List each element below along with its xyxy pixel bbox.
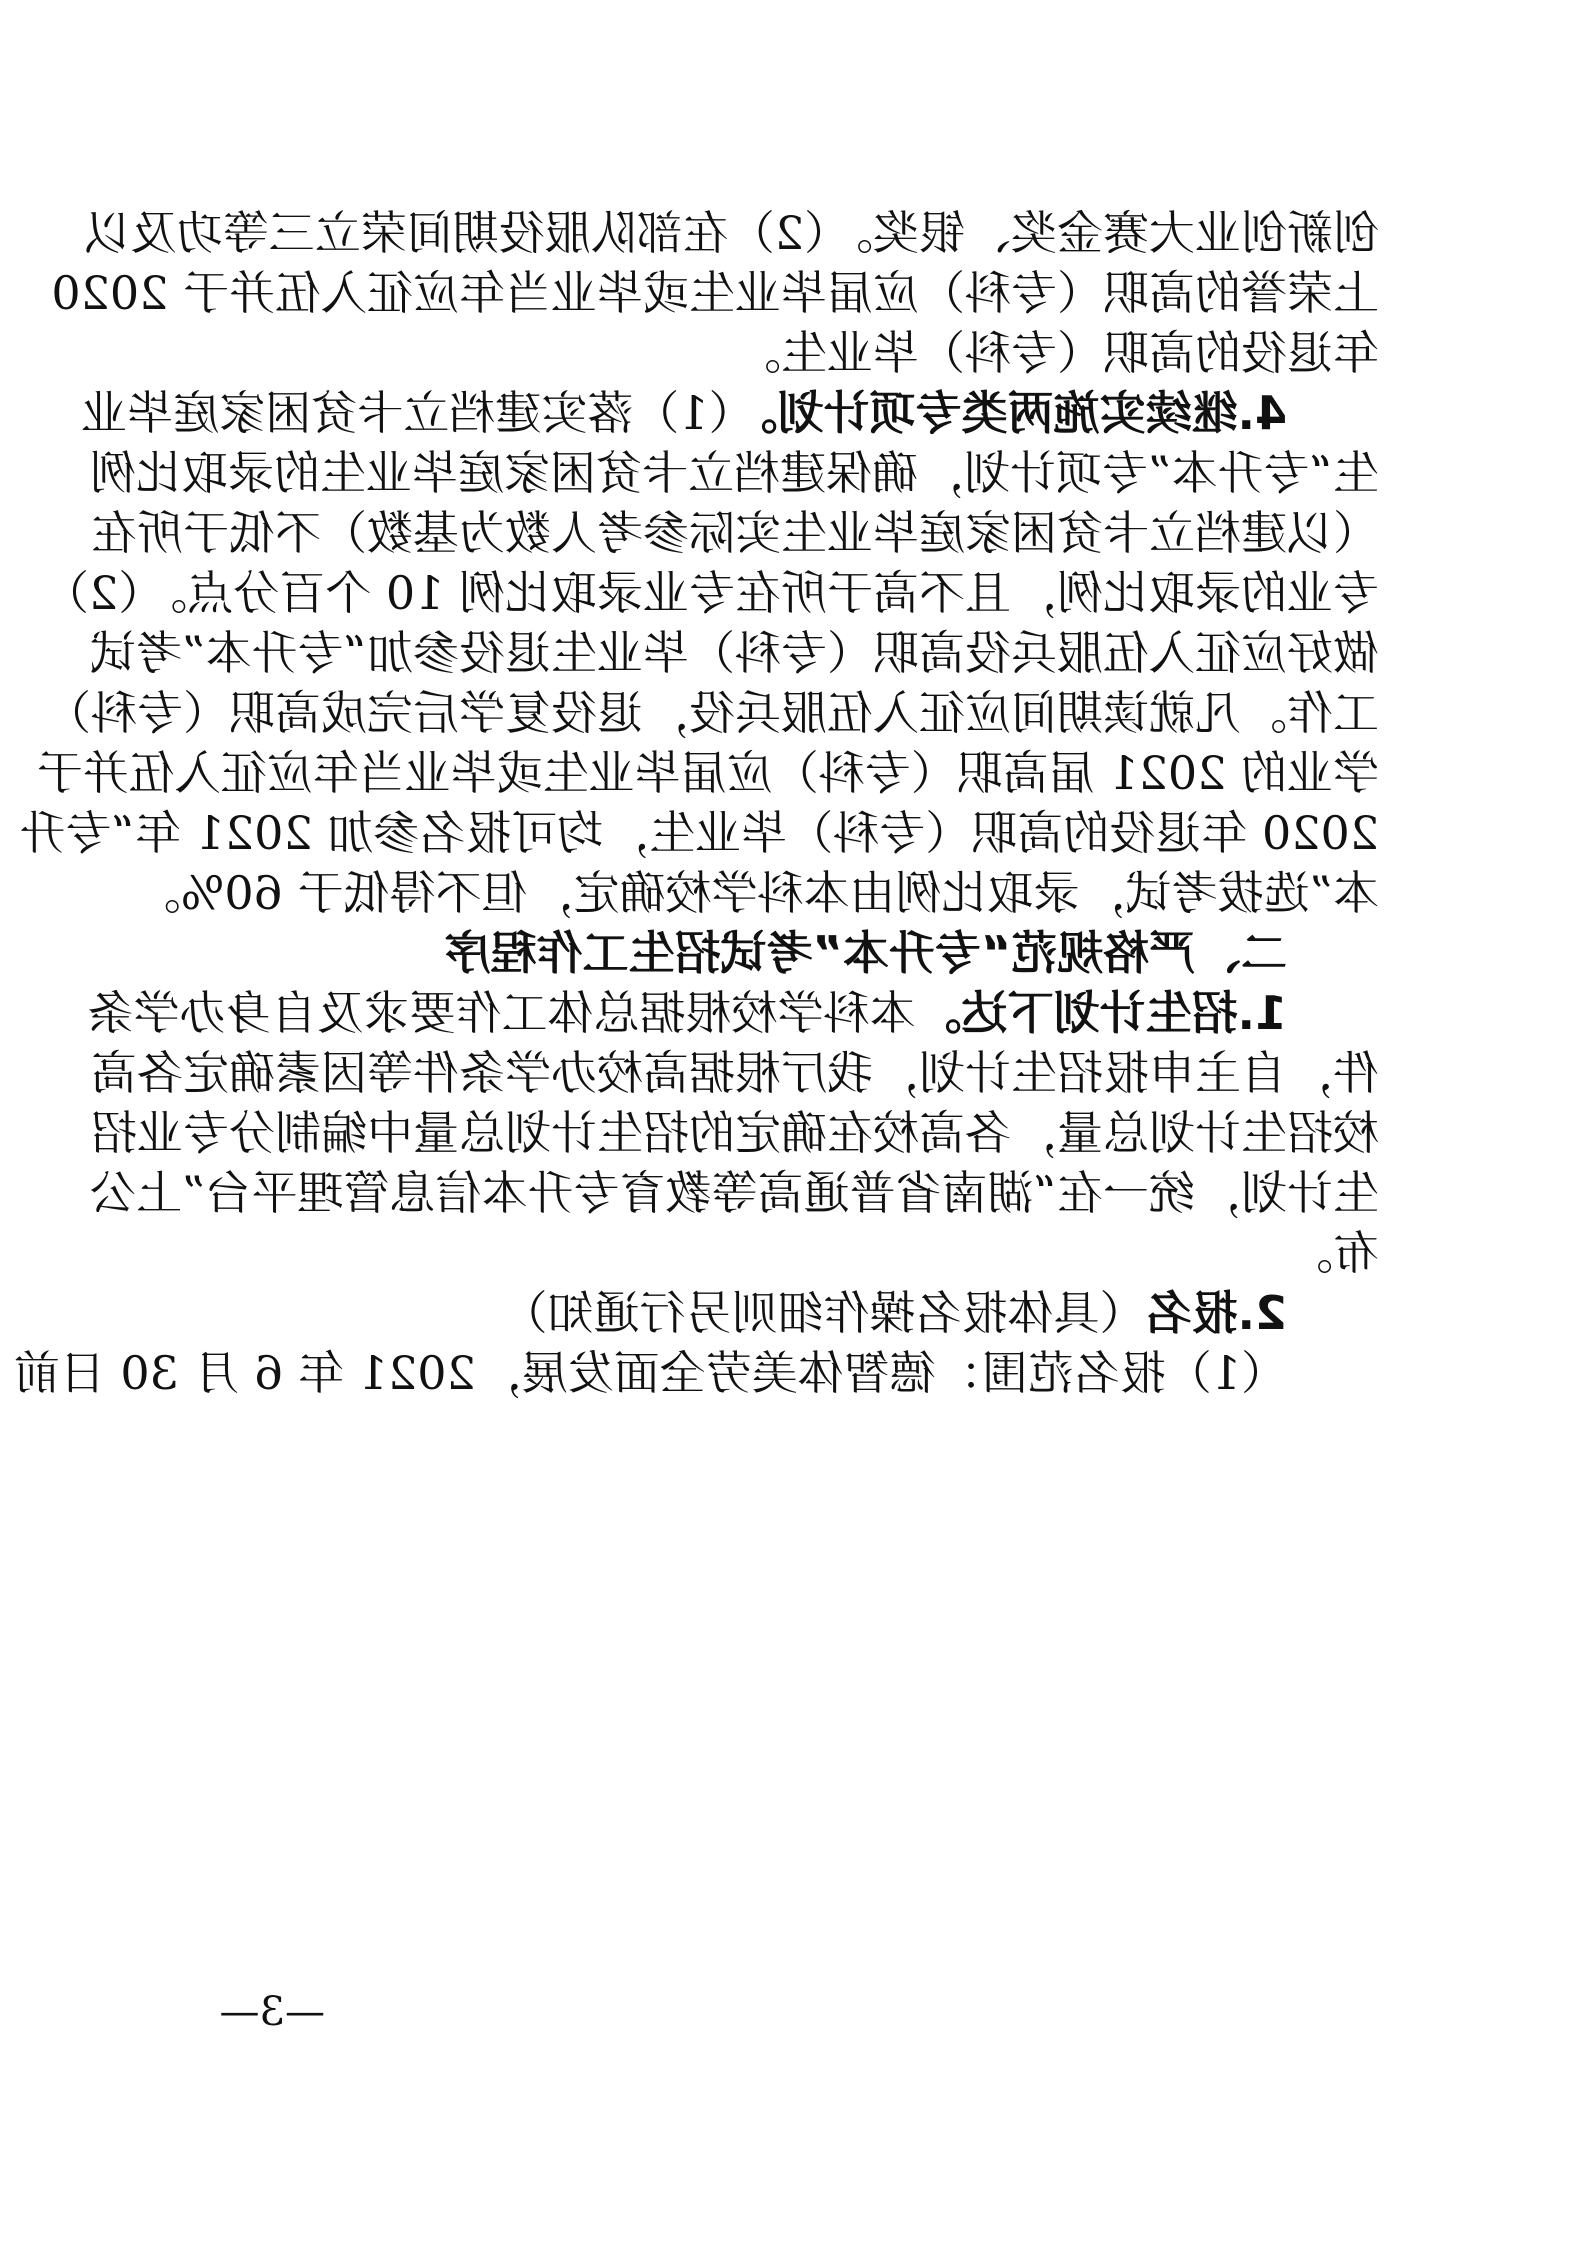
body-line: 2020 年退役的高职（专科）毕业生，均可报名参加 2021 年“专升 (19, 806, 1379, 860)
body-line: 年退役的高职（专科）毕业生。 (735, 326, 1379, 380)
subsection-2-line: 2.报名（具体报名操作细则另行通知） (501, 1286, 1287, 1340)
page-number: —3— (219, 1989, 325, 2035)
body-line: 上荣誉的高职（专科）应届毕业生或毕业当年应征入伍并于 2020 (51, 266, 1379, 320)
body-line: 生计划，统一在“湖南省普通高等教育专升本信息管理平台”上公 (89, 1166, 1379, 1220)
section-4-title: 4.继续实施两类专项计划。 (731, 386, 1287, 440)
subsection-2-title: 2.报名 (1145, 1286, 1287, 1340)
section-heading: 二、严格规范“专升本”考试招生工作程序 (444, 926, 1287, 980)
section-4-line: 4.继续实施两类专项计划。（1）落实建档立卡贫困家庭毕业 (81, 386, 1287, 440)
body-line: 创新创业大赛金奖、银奖。（2）在部队服役期间荣立三等功及以 (84, 206, 1379, 260)
body-line: 布。 (1287, 1226, 1379, 1280)
subsection-1-title: 1.招生计划下达。 (915, 986, 1287, 1040)
body-line: 生“专升本”专项计划，确保建档立卡贫困家庭毕业生的录取比例 (89, 446, 1379, 500)
body-line: 校招生计划总量，各高校在确定的招生计划总量中编制分专业招 (91, 1106, 1379, 1160)
body-line: 工作。凡就读期间应征入伍服兵役，退役复学后完成高职（专科） (45, 686, 1379, 740)
body-line: （1）报名范围：德智体美劳全面发展，2021 年 6 月 30 日前 (13, 1346, 1287, 1400)
body-line: 学业的 2021 届高职（专科）应届毕业生或毕业当年应征入伍并于 (36, 746, 1379, 800)
body-line: 做好应征入伍服兵役高职（专科）毕业生退役参加“专升本”考试 (89, 626, 1379, 680)
body-line: 本”选拔考试，录取比例由本科学校确定，但不得低于 60%。 (134, 866, 1379, 920)
body-line: 件，自主申报招生计划，我厅根据高校办学条件等因素确定各高 (91, 1046, 1379, 1100)
body-line: （以建档立卡贫困家庭毕业生实际参考人数为基数）不低于所在 (91, 506, 1379, 560)
subsection-1-line: 1.招生计划下达。本科学校根据总体工作要求及自身办学条 (87, 986, 1287, 1040)
body-line: 专业的录取比例，且不高于所在专业录取比例 10 个百分点。（2） (42, 566, 1379, 620)
